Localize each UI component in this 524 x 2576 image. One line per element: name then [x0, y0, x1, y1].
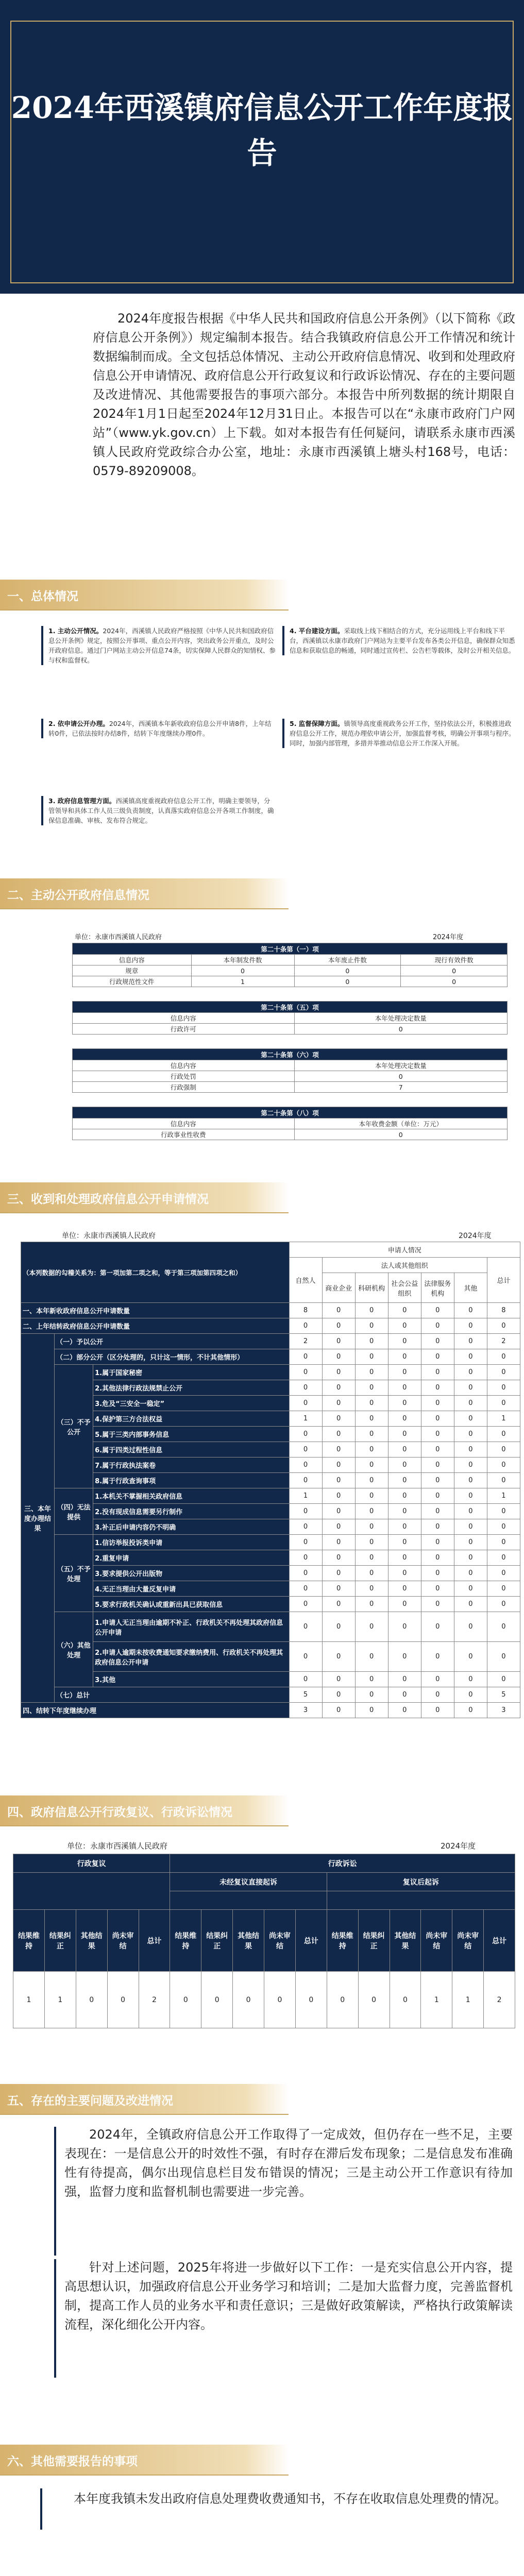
table-cell: 0	[76, 1972, 107, 2028]
table-cell: 0	[201, 1972, 233, 2028]
report-header	[0, 0, 524, 294]
table3-unit: 单位：永康市西溪镇人民政府	[67, 1841, 168, 1851]
table2-unit: 单位：永康市西溪镇人民政府	[62, 1232, 156, 1240]
table-row: 5.属于三类内部事务信息 0 0 0 0 0 0 0	[21, 1427, 520, 1442]
table-row: 三、本年度办理结果 （一）予以公开 2 0 0 0 0 0 2	[21, 1334, 520, 1349]
section-header-active-disclosure: 二、主动公开政府信息情况	[0, 878, 289, 909]
section-header-other-matters: 六、其他需要报告的事项	[0, 2445, 289, 2476]
table-cell: 1	[44, 1972, 76, 2028]
table-row: 4.无正当理由大量反复申请 0 0 0 0 0 0 0	[21, 1581, 520, 1597]
table-row: 一、本年新收政府信息公开申请数量 8 0 0 0 0 0 8	[21, 1303, 520, 1318]
table-row: 7.属于行政执法案卷 0 0 0 0 0 0 0	[21, 1458, 520, 1473]
table-row: 3.补正后申请内容仍不明确 0 0 0 0 0 0 0	[21, 1519, 520, 1535]
applications-table: （本列数据的勾稽关系为：第一项加第二项之和，等于第三项加第四项之和） 申请人情况 自然人 法人或其他组织 总计 商业企业 科研机构 社会公益组织 法律服务机构 其他 一、本年新收政府信息公开申请数量 8 0 0 0 0 0 8 二、上年结转政府信息公开申请数量 0 0 0 0 0 0 0 三、本年度办理结果 （一）予以公开 2 0 0 0 0 0 2 （二）部分公开（区分处理的，只计这一情形，不计其他情形） 0 0 0 0 0 0 0 （三）不予公开 1.属于国家秘密 0 0 0 0 0 0 0 2.其他法律行政法规禁止公开 0 0 0 0 0 0 0 3.危及“三安全一稳定” 0 0 0 0 0 0 0 4.保护第三方合法权益 1 0 0 0 0 0 1 5.属于三类内部事务信息 0 0 0 0 0 0 0 6.属于四类过程性信息 0 0 0 0 0 0 0 7.属于行政执法案卷 0 0 0 0 0 0 0 8.属于行政查询事项 0 0 0 0 0 0 0 （四）无法提供 1.本机关不掌握相关政府信息 1 0 0 0 0 0 1 2.没有现成信息需要另行制作 0 0 0 0 0 0 0 3.补正后申请内容仍不明确 0 0 0 0 0 0 0 （五）不予处理 1.信访举报投诉类申请 0 0 0 0 0 0 0 2.重复申请 0 0 0 0 0 0 0 3.要求提供公开出版物 0 0 0 0 0 0 0 4.无正当理由大量反复申请 0 0 0 0 0 0 0 5.要求行政机关确认或重新出具已获取信息 0 0 0 0 0 0 0 （六）其他处理 1.申请人无正当理由逾期不补正、行政机关不再处理其政府信息公开申请 0 0 0 0 0 0 0 2.申请人逾期未按收费通知要求缴纳费用、行政机关不再处理其政府信息公开申请 0 0 0 0 0 0 0 3.其他 0 0 0 0 0 0 0 （七）总计 5 0 0 0 0 0 5 四、结转下年度继续办理 3 0 0 0 0 0 3	[21, 1242, 520, 1718]
problems-paragraph: 2024年，全镇政府信息公开工作取得了一定成效，但仍存在一些不足，主要表现在：一是信息公开的时效性不强，有时存在滞后发布现象；二是信息发布准确性有待提高，偶尔出现信息栏目发布错误的情况；三是主动公开工作意识有待加强，监督力度和监督机制也需要进一步完善。	[64, 2127, 513, 2199]
table-row: 3.其他 0 0 0 0 0 0 0	[21, 1672, 520, 1687]
table-band: 第二十条第（五）项	[73, 1002, 508, 1013]
section-header-applications: 三、收到和处理政府信息公开申请情况	[0, 1182, 289, 1213]
table-row: 3.要求提供公开出版物 0 0 0 0 0 0 0	[21, 1566, 520, 1581]
table-row: 4.保护第三方合法权益 1 0 0 0 0 0 1	[21, 1411, 520, 1427]
table-row: 3.危及“三安全一稳定” 0 0 0 0 0 0 0	[21, 1396, 520, 1411]
table-row: （三）不予公开 1.属于国家秘密 0 0 0 0 0 0 0	[21, 1365, 520, 1380]
other-matters-paragraph: 本年度我镇未发出政府信息处理费收费通知书，不存在收取信息处理费的情况。	[74, 2492, 506, 2506]
table-row: 2.申请人逾期未按收费通知要求缴纳费用、行政机关不再处理其政府信息公开申请 0 0 0 0 0 0 0	[21, 1642, 520, 1672]
decoration-bar	[54, 2127, 56, 2256]
table-row: 2.重复申请 0 0 0 0 0 0 0	[21, 1550, 520, 1566]
table-row: 行政事业性收费 0	[73, 1129, 508, 1140]
table-row: 8.属于行政查询事项 0 0 0 0 0 0 0	[21, 1473, 520, 1488]
table-row: （七）总计 5 0 0 0 0 0 5	[21, 1687, 520, 1703]
overview-card: 5. 监督保障方面。镇领导高度重视政务公开工作，坚持依法公开，积极推进政府信息公开工作，规范办理依申请公开，加强监督考核，明确公开事项与程序。同时，加强内部管理，多措并举推动信息公开工作深入开展。	[282, 719, 517, 748]
table-cell: 2	[139, 1972, 170, 2028]
review-litigation-table: 行政复议 行政诉讼 未经复议直接起诉 复议后起诉 结果维持 结果纠正 其他结果 尚未审结 总计 结果维持 结果纠正 其他结果 尚未审结 总计 结果维持 结果纠正 其他结果 尚未审结 尚未审结 总计 1 1 0 0 2 0 0 0 0 0 0 0 0 1 1 2	[13, 1854, 515, 2028]
table1-year: 2024年度	[433, 934, 464, 941]
improvements-paragraph: 针对上述问题，2025年将进一步做好以下工作：一是充实信息公开内容，提高思想认识，加强政府信息公开业务学习和培训；二是加大监督力度，完善监督机制，提高工作人员的业务水平和责任意识；三是做好政策解读，严格执行政策解读流程，深化细化公开内容。	[64, 2260, 513, 2332]
table-row: 5.要求行政机关确认或重新出具已获取信息 0 0 0 0 0 0 0	[21, 1597, 520, 1612]
table-row: 行政规范性文件 1 0 0	[73, 976, 508, 987]
table-cell: 1	[452, 1972, 484, 2028]
table-cell: 2	[484, 1972, 515, 2028]
table-row: 四、结转下年度继续办理 3 0 0 0 0 0 3	[21, 1703, 520, 1718]
overview-card: 4. 平台建设方面。采取线上线下相结合的方式，充分运用线上平台和线下平台，西溪镇以永康市政府门户网站为主要平台发布各类公开信息，确保群众知悉信息和获取信息的畅通，同时通过宣传栏、公告栏等载体，及时公开相关信息。	[282, 626, 517, 655]
table-row: 二、上年结转政府信息公开申请数量 0 0 0 0 0 0 0	[21, 1318, 520, 1334]
table-cell: 0	[358, 1972, 390, 2028]
intro-paragraph: 2024年度报告根据《中华人民共和国政府信息公开条例》（以下简称《政府信息公开条例》）规定编制本报告。结合我镇政府信息公开工作情况和统计数据编制而成。全文包括总体情况、主动公开政府信息情况、收到和处理政府信息公开申请情况、政府信息公开行政复议和行政诉讼情况、存在的主要问题及改进情况、其他需要报告的事项六部分。本报告中所列数据的统计期限自2024年1月1日起至2024年12月31日止。本报告可以在“永康市政府门户网站”（www.yk.gov.cn）上下载。如对本报告有任何疑问，请联系永康市西溪镇人民政府党政综合办公室，地址：永康市西溪镇上塘头村168号，电话：0579-89209008。	[93, 311, 515, 478]
table-row: （四）无法提供 1.本机关不掌握相关政府信息 1 0 0 0 0 0 1	[21, 1488, 520, 1504]
table-cell: 0	[295, 1972, 327, 2028]
report-title: 2024年西溪镇府信息公开工作年度报告	[11, 90, 513, 171]
table-row: 6.属于四类过程性信息 0 0 0 0 0 0 0	[21, 1442, 520, 1458]
table-cell: 0	[327, 1972, 358, 2028]
overview-card: 3. 政府信息管理方面。西溪镇高度重视政府信息公开工作，明确主要领导，分管领导和具体工作人员三级负责制度，认真落实政府信息公开各项工作制度，确保信息准确、审核、发布符合规定。	[41, 796, 276, 825]
table-cell: 0	[233, 1972, 264, 2028]
table1-unit: 单位：永康市西溪镇人民政府	[75, 934, 162, 941]
table-cell: 1	[13, 1972, 45, 2028]
table-cell: 0	[170, 1972, 201, 2028]
table-row: （二）部分公开（区分处理的，只计这一情形，不计其他情形） 0 0 0 0 0 0 0	[21, 1349, 520, 1365]
table-row: 2.没有现成信息需要另行制作 0 0 0 0 0 0 0	[21, 1504, 520, 1519]
overview-card: 1. 主动公开情况。2024年，西溪镇人民政府严格按照《中华人民共和国政府信息公开条例》规定，按照公开事项、重点公开内容，突出政务公开重点，及时公开政府信息。通过门户网站主动公开信息74条，切实保障人民群众的知情权、参与权和监督权。	[41, 626, 276, 665]
table3-year: 2024年度	[441, 1841, 476, 1851]
decoration-bar	[40, 2488, 42, 2530]
table-row: 规章 0 0 0	[73, 965, 508, 976]
section-header-overview: 一、总体情况	[0, 580, 289, 611]
table-cell: 0	[390, 1972, 421, 2028]
table-band: 第二十条第（八）项	[73, 1107, 508, 1118]
table-row: （五）不予处理 1.信访举报投诉类申请 0 0 0 0 0 0 0	[21, 1535, 520, 1550]
decoration-bar	[54, 2259, 56, 2378]
table2-year: 2024年度	[459, 1232, 492, 1240]
table-band: 第二十条第（六）项	[73, 1049, 508, 1060]
table-cell: 0	[264, 1972, 296, 2028]
table-row: 行政处罚 0	[73, 1071, 508, 1082]
table-row: 行政许可 0	[73, 1024, 508, 1035]
section-header-problems: 五、存在的主要问题及改进情况	[0, 2084, 289, 2115]
section-header-review-litigation: 四、政府信息公开行政复议、行政诉讼情况	[0, 1795, 289, 1826]
table-band: 第二十条第（一）项	[73, 943, 508, 955]
overview-card: 2. 依申请公开办理。2024年，西溪镇本年新收政府信息公开申请8件，上年结转0件，已依法按时办结8件，结转下年度继续办理0件。	[41, 719, 276, 738]
table-row: 2.其他法律行政法规禁止公开 0 0 0 0 0 0 0	[21, 1380, 520, 1396]
active-disclosure-table: 第二十条第（一）项 信息内容 本年制发件数 本年废止件数 现行有效件数 规章 0 0 0 行政规范性文件 1 0 0 第二十条第（五）项 信息内容 本年处理决定数量 行政许可 0 第二十条第（六）项 信息内容 本年处理决定数量 行政处罚 0 行政强制 7 第二十条第（八）项 信息内容 本年收费金额（单位：万元） 行政事业性收费 0	[72, 943, 508, 1140]
table-row: （六）其他处理 1.申请人无正当理由逾期不补正、行政机关不再处理其政府信息公开申请 0 0 0 0 0 0 0	[21, 1612, 520, 1642]
table-cell: 0	[107, 1972, 139, 2028]
table-row: 行政强制 7	[73, 1082, 508, 1093]
table-cell: 1	[421, 1972, 452, 2028]
